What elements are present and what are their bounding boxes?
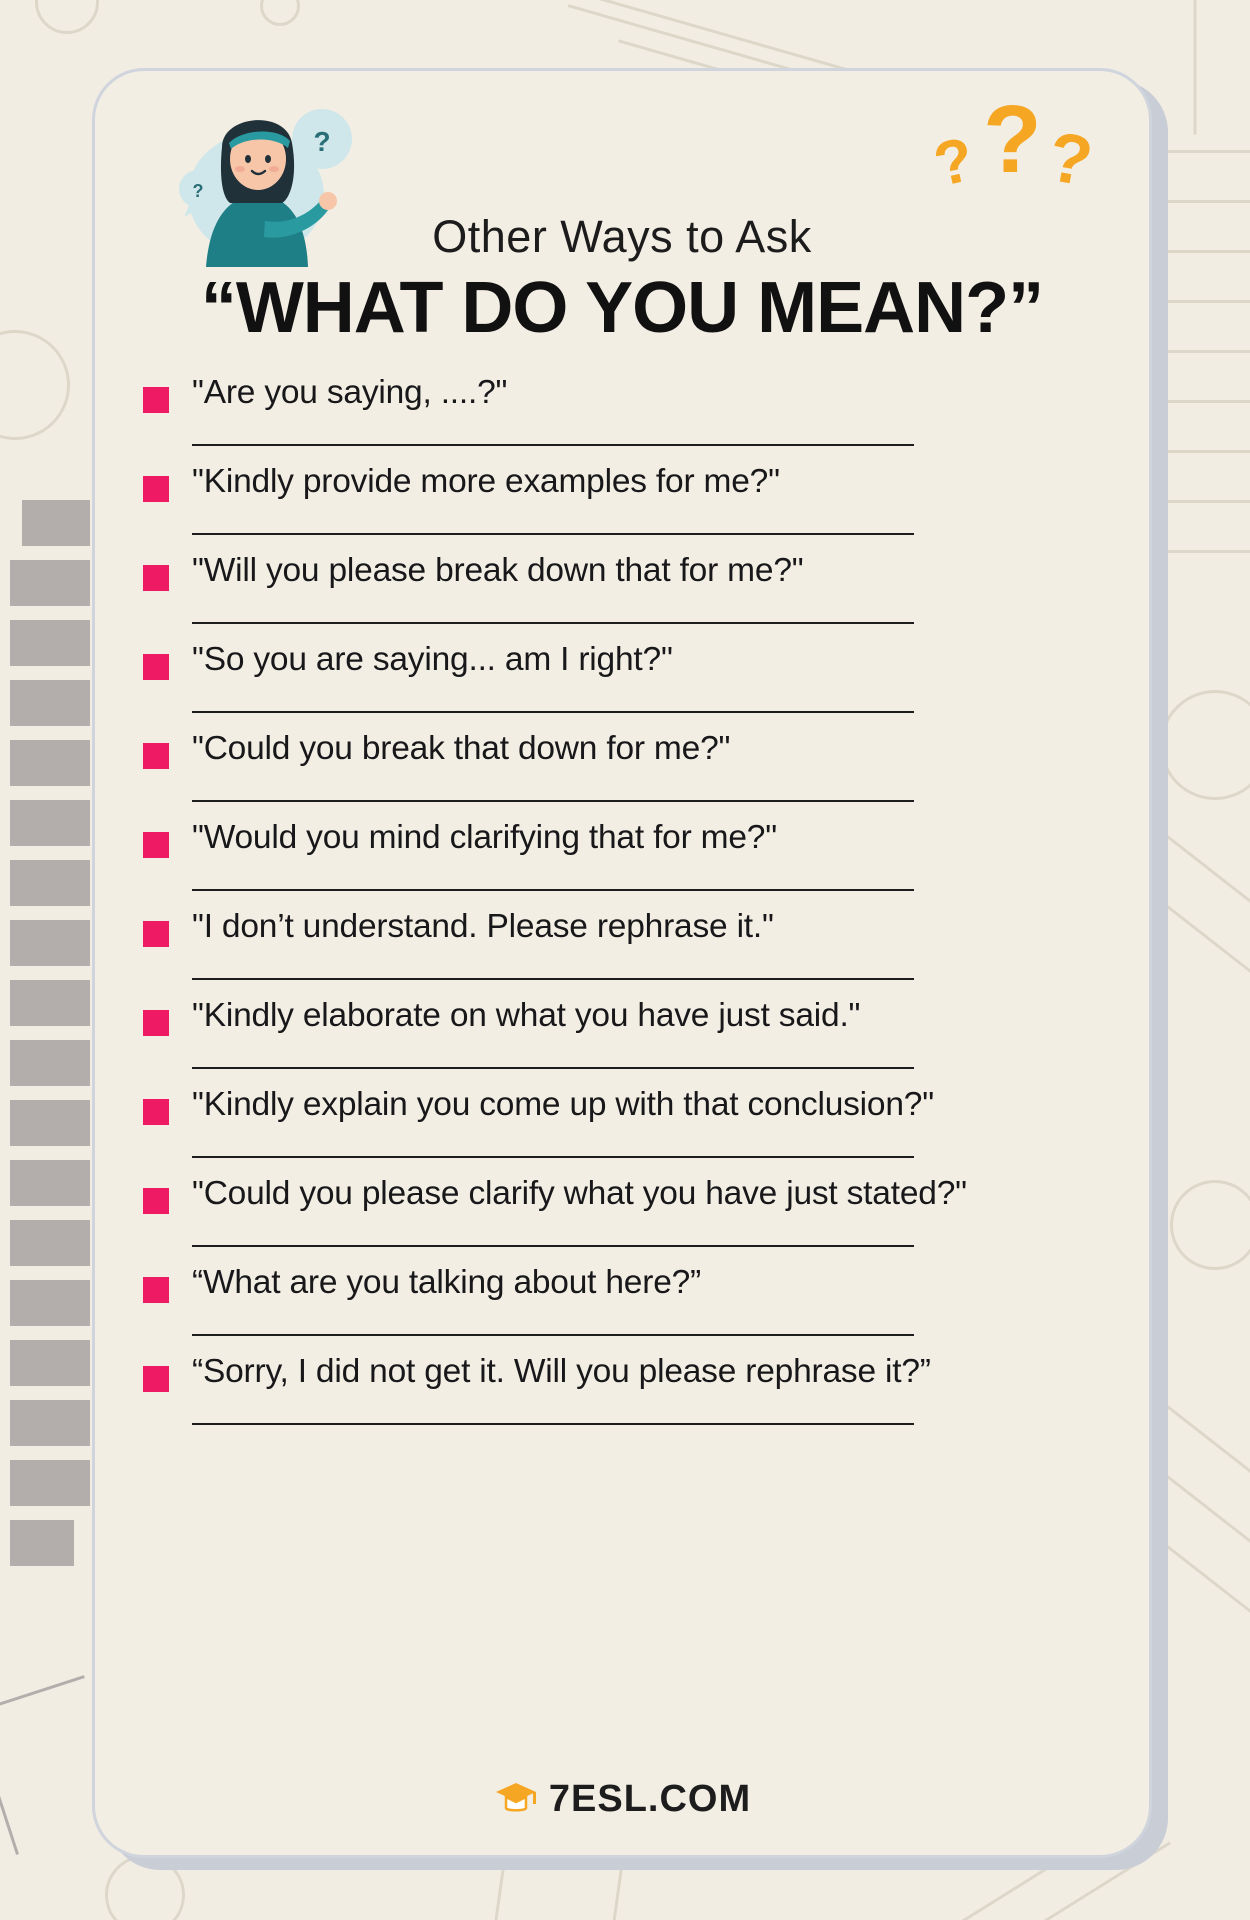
list-item (135, 549, 1103, 638)
list-item-label: "Kindly elaborate on what you have just said." (192, 997, 861, 1034)
decorative-line (1194, 0, 1197, 135)
decorative-block (10, 1100, 90, 1146)
list-item-label: “Sorry, I did not get it. Will you please rephrase it?” (192, 1353, 931, 1390)
list-item (135, 460, 1103, 549)
decorative-block (22, 500, 90, 546)
list-item (135, 905, 1103, 994)
decorative-line (1165, 450, 1250, 453)
bullet-square-icon (143, 565, 169, 591)
list-item (135, 1350, 1103, 1439)
decorative-block (10, 1040, 90, 1086)
decorative-circle (260, 0, 300, 26)
decorative-block (10, 1220, 90, 1266)
site-logo-text: 7ESL.COM (548, 1778, 752, 1820)
list-item-rule (192, 533, 914, 535)
list-item-label: "Could you please clarify what you have just stated?" (192, 1175, 967, 1212)
phrase-list (95, 371, 1149, 1439)
poster-header (95, 71, 1149, 371)
site-logo (95, 1778, 1149, 1821)
svg-text:?: ? (313, 126, 331, 157)
bullet-square-icon (143, 1188, 169, 1214)
decorative-circle (1160, 690, 1250, 800)
decorative-line (527, 0, 874, 79)
list-item-rule (192, 889, 914, 891)
list-item (135, 638, 1103, 727)
decorative-line (1165, 350, 1250, 353)
decorative-block (10, 1460, 90, 1506)
bullet-square-icon (143, 654, 169, 680)
bullet-square-icon (143, 832, 169, 858)
bullet-square-icon (143, 387, 169, 413)
list-item-label: "Would you mind clarifying that for me?" (192, 819, 777, 856)
decorative-block (10, 620, 90, 666)
list-item-rule (192, 622, 914, 624)
decorative-block (10, 920, 90, 966)
bullet-square-icon (143, 476, 169, 502)
bullet-square-icon (143, 1366, 169, 1392)
list-item (135, 1172, 1103, 1261)
list-item-label: "I don’t understand. Please rephrase it." (192, 908, 774, 945)
list-item-rule (192, 1423, 914, 1425)
list-item (135, 727, 1103, 816)
decorative-block (10, 980, 90, 1026)
decorative-circle (35, 0, 99, 34)
decorative-line (1165, 250, 1250, 253)
list-item-rule (192, 1334, 914, 1336)
bullet-square-icon (143, 743, 169, 769)
decorative-block (10, 1340, 90, 1386)
question-marks-icon: ? ? ? (928, 86, 1099, 202)
list-item (135, 1261, 1103, 1350)
decorative-block (10, 1280, 90, 1326)
decorative-line (1165, 1544, 1250, 1639)
list-item-rule (192, 978, 914, 980)
decorative-block (10, 560, 90, 606)
list-item-label: "Kindly explain you come up with that conclusion?" (192, 1086, 934, 1123)
svg-text:?: ? (192, 181, 204, 201)
list-item-label: "Are you saying, ....?" (192, 374, 508, 411)
list-item-label: “What are you talking about here?” (192, 1264, 702, 1301)
bullet-square-icon (143, 1010, 169, 1036)
graduation-cap-icon (493, 1780, 539, 1819)
decorative-circle (1170, 1180, 1250, 1270)
decorative-block (10, 860, 90, 906)
decorative-block (10, 1160, 90, 1206)
content-card (92, 68, 1152, 1858)
list-item-label: "Kindly provide more examples for me?" (192, 463, 780, 500)
decorative-block (10, 800, 90, 846)
decorative-block (10, 680, 90, 726)
decorative-line (1165, 550, 1250, 553)
decorative-circle (0, 330, 70, 440)
bullet-square-icon (143, 1277, 169, 1303)
page-subtitle: Other Ways to Ask (432, 211, 812, 262)
list-item (135, 816, 1103, 905)
list-item-label: "Could you break that down for me?" (192, 730, 731, 767)
bullet-square-icon (143, 1099, 169, 1125)
decorative-line (1165, 904, 1250, 999)
bullet-square-icon (143, 921, 169, 947)
list-item (135, 994, 1103, 1083)
list-item (135, 371, 1103, 460)
list-item-rule (192, 444, 914, 446)
list-item-label: "Will you please break down that for me?" (192, 552, 804, 589)
list-item-rule (192, 1156, 914, 1158)
list-item-label: "So you are saying... am I right?" (192, 641, 673, 678)
decorative-line (1165, 400, 1250, 403)
decorative-line (1165, 500, 1250, 503)
list-item-rule (192, 711, 914, 713)
page-title: “WHAT DO YOU MEAN?” (200, 268, 1044, 348)
list-item-rule (192, 1067, 914, 1069)
list-item-rule (192, 1245, 914, 1247)
decorative-block (10, 1520, 74, 1566)
decorative-line (1165, 300, 1250, 303)
decorative-line (1165, 200, 1250, 203)
decorative-block (10, 740, 90, 786)
decorative-block (10, 1400, 90, 1446)
decorative-line (1165, 150, 1250, 153)
list-item (135, 1083, 1103, 1172)
list-item-rule (192, 800, 914, 802)
